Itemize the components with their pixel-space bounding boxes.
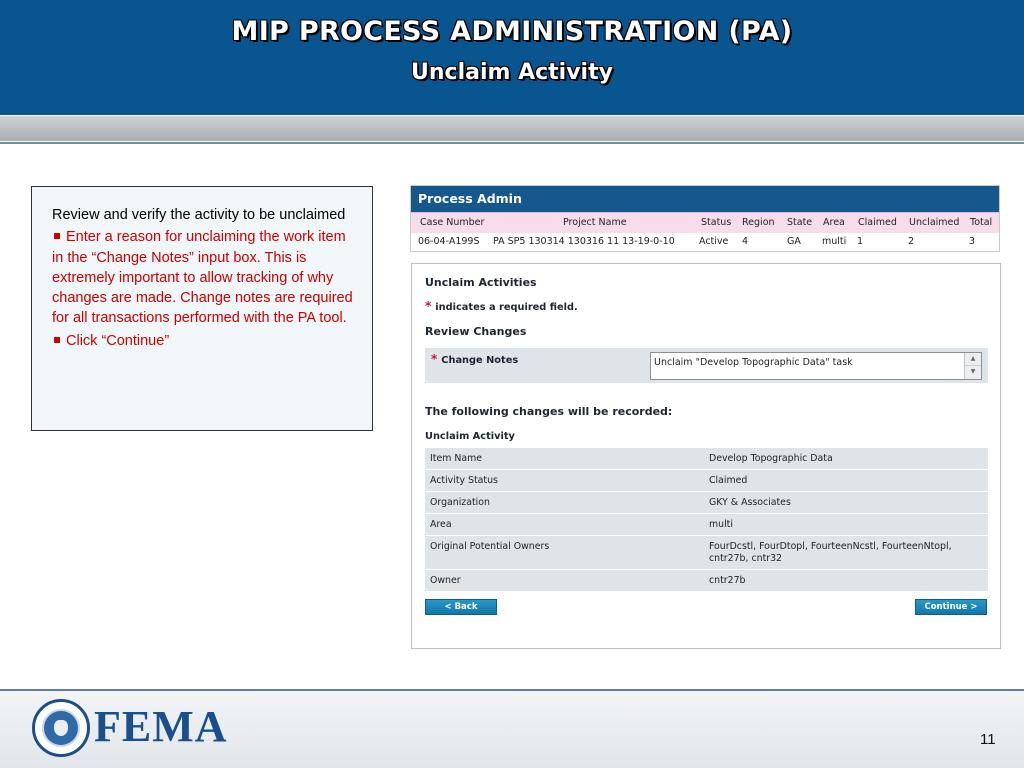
row-label: Owner xyxy=(425,570,707,592)
row-label: Area xyxy=(425,514,707,536)
row-label: Original Potential Owners xyxy=(425,536,707,570)
required-note-text: indicates a required field. xyxy=(435,302,578,313)
table-row xyxy=(425,570,988,592)
dhs-seal-icon xyxy=(32,699,90,757)
required-star-icon: * xyxy=(431,352,438,366)
row-value: cntr27b xyxy=(707,570,988,592)
instruction-intro: Review and verify the activity to be unclaimed xyxy=(52,207,346,223)
continue-button[interactable]: Continue > xyxy=(915,599,987,615)
fema-logo: FEMA xyxy=(94,702,228,751)
cell-area: multi xyxy=(822,236,847,247)
change-notes-input[interactable] xyxy=(650,352,982,380)
changes-table xyxy=(425,448,988,592)
unclaim-activities-panel xyxy=(411,263,1001,649)
cell-status: Active xyxy=(699,236,729,247)
instruction-text: Enter a reason for unclaiming the work item in the “Change Notes” input box. This is extremely important to allow tracking of why changes are made. Change notes are required for all transactions performed with the PA tool. xyxy=(52,229,353,327)
slide-subtitle: Unclaim Activity xyxy=(411,60,613,85)
cell-state: GA xyxy=(787,236,801,247)
slide-title: MIP PROCESS ADMINISTRATION (PA) xyxy=(231,16,793,47)
required-star-icon: * xyxy=(425,299,432,313)
row-value: FourDcstl, FourDtopl, FourteenNcstl, FourteenNtopl, cntr27b, cntr32 xyxy=(707,536,988,570)
table-row[interactable] xyxy=(411,233,999,252)
bullet-icon xyxy=(54,337,60,343)
page-number: 11 xyxy=(980,731,996,748)
instruction-list xyxy=(52,227,358,351)
row-value: Develop Topographic Data xyxy=(707,448,988,470)
instruction-text: Click “Continue” xyxy=(66,332,170,349)
col-total[interactable]: Total xyxy=(970,217,993,228)
change-notes-label-text: Change Notes xyxy=(441,355,519,366)
change-notes-row xyxy=(425,348,988,383)
col-claimed[interactable]: Claimed xyxy=(858,217,897,228)
cell-project-name: PA SP5 130314 130316 11 13-19-0-10 xyxy=(493,236,675,247)
cell-claimed: 1 xyxy=(857,236,864,247)
table-row xyxy=(425,514,988,536)
row-label: Item Name xyxy=(425,448,707,470)
col-case-number[interactable]: Case Number xyxy=(420,217,485,228)
unclaim-activities-title: Unclaim Activities xyxy=(425,276,537,289)
col-region[interactable]: Region xyxy=(742,217,775,228)
change-notes-value: Unclaim "Develop Topographic Data" task xyxy=(654,357,853,368)
unclaim-activity-section-title: Unclaim Activity xyxy=(425,431,515,442)
process-admin-header-row xyxy=(411,212,999,233)
col-unclaimed[interactable]: Unclaimed xyxy=(909,217,960,228)
bullet-icon xyxy=(54,233,60,239)
change-notes-label xyxy=(431,352,518,366)
header-divider xyxy=(0,142,1024,144)
col-status[interactable]: Status xyxy=(701,217,732,228)
row-value: multi xyxy=(707,514,988,536)
process-admin-panel xyxy=(410,185,1000,252)
scroll-up-icon[interactable]: ▲ xyxy=(965,353,981,366)
table-row xyxy=(425,448,988,470)
cell-unclaimed: 2 xyxy=(908,236,915,247)
table-row xyxy=(425,492,988,514)
row-value: GKY & Associates xyxy=(707,492,988,514)
row-label: Activity Status xyxy=(425,470,707,492)
table-row xyxy=(425,536,988,570)
slide-footer xyxy=(0,691,1024,768)
instruction-bullet xyxy=(52,331,358,351)
required-field-note xyxy=(425,299,578,313)
review-changes-title: Review Changes xyxy=(425,325,527,338)
eagle-icon xyxy=(54,720,68,736)
slide-header xyxy=(0,0,1024,115)
process-admin-title: Process Admin xyxy=(411,186,999,212)
back-button[interactable]: < Back xyxy=(425,599,497,615)
cell-region: 4 xyxy=(742,236,749,247)
cell-case-number: 06-04-A199S xyxy=(418,236,480,247)
table-row xyxy=(425,470,988,492)
change-notes-scrollbar[interactable] xyxy=(964,353,981,379)
seal-inner xyxy=(42,709,80,747)
scroll-down-icon[interactable]: ▼ xyxy=(970,368,976,375)
col-project-name[interactable]: Project Name xyxy=(563,217,627,228)
row-label: Organization xyxy=(425,492,707,514)
changes-recorded-title: The following changes will be recorded: xyxy=(425,405,673,418)
instruction-bullet xyxy=(52,227,358,328)
cell-total: 3 xyxy=(969,236,976,247)
col-area[interactable]: Area xyxy=(823,217,845,228)
header-band xyxy=(0,115,1024,141)
row-value: Claimed xyxy=(707,470,988,492)
instruction-box xyxy=(31,186,373,431)
col-state[interactable]: State xyxy=(787,217,813,228)
